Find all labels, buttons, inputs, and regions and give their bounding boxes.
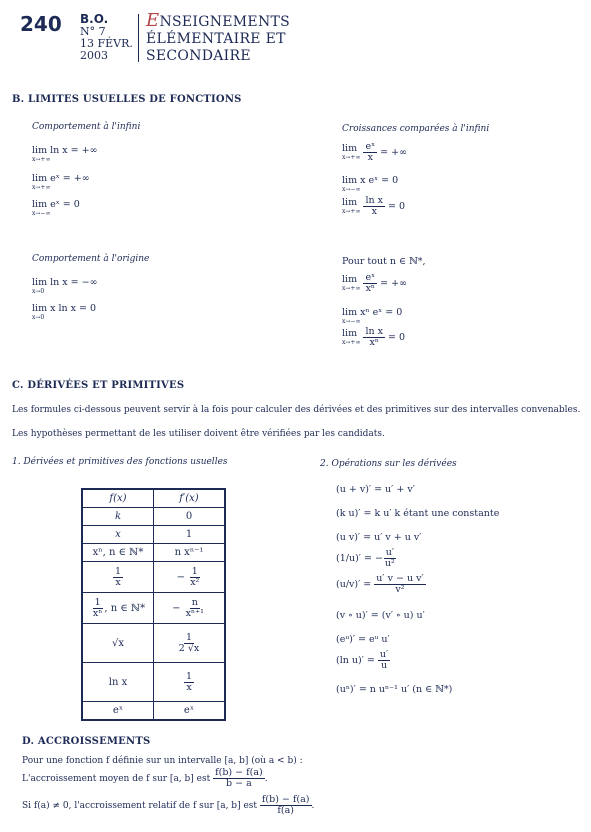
limit-exp-over-x: lim x→+∞ $\frac{\text{eˣ}}{x}$ = +∞ <box>342 141 408 163</box>
section-d-line-1: Pour une fonction f définie sur un intervalle [a, b] (où a < b) : <box>22 756 303 766</box>
rubric-initial: E <box>146 10 160 31</box>
limit-exp-neg-inf: lim eˣ = 0 x→−∞ <box>32 199 80 217</box>
limit-ln-origin: lim ln x = −∞ x→0 <box>32 277 98 295</box>
table-row: eˣ eˣ <box>82 702 225 721</box>
issue-number: N° 7 <box>80 25 106 38</box>
derivative-composition-rule: (v ∘ u)′ = (v′ ∘ u) u′ <box>336 610 425 621</box>
derivatives-table <box>81 488 226 721</box>
table-header-fpx: f′(x) <box>154 489 226 508</box>
table-header-fx: f(x) <box>82 489 154 508</box>
issue-info <box>80 26 133 62</box>
rubric-line2: ÉLÉMENTAIRE ET <box>146 31 286 47</box>
infinity-subtitle: Comportement à l'infini <box>32 122 141 132</box>
issue-date: 13 FÉVR. <box>80 37 133 50</box>
limit-ln-inf: lim ln x = +∞ x→+∞ <box>32 145 98 163</box>
usual-derivatives-subtitle: 1. Dérivées et primitives des fonctions usuelles <box>12 457 228 467</box>
table-row <box>82 489 225 508</box>
issue-year: 2003 <box>80 49 108 62</box>
limit-lnx-over-x: lim x→+∞ $\frac{\text{ln x}}{x}$ = 0 <box>342 195 406 217</box>
derivative-exp-rule: (eᵘ)′ = eᵘ u′ <box>336 634 390 645</box>
for-all-n-label: Pour tout n ∈ ℕ*, <box>342 256 426 267</box>
derivative-product-rule: (u v)′ = u′ v + u v′ <box>336 532 422 543</box>
table-row: $\frac{1}{x}$ − $\frac{1}{\text{x²}}$ <box>82 562 225 593</box>
bo-label: B.O. <box>80 12 109 26</box>
average-increase-line: L'accroissement moyen de f sur [a, b] est $\frac{f(b) - f(a)}{b - a}$ . <box>22 767 268 789</box>
rubric-line3: SECONDAIRE <box>146 48 251 64</box>
table-row: ln x $\frac{1}{x}$ <box>82 663 225 702</box>
derivative-power-rule: (uⁿ)′ = n uⁿ⁻¹ u′ (n ∈ ℕ*) <box>336 684 453 695</box>
limit-xn-exp: lim xⁿ eˣ = 0 x→−∞ <box>342 307 403 325</box>
section-d-title: D. ACCROISSEMENTS <box>22 736 151 747</box>
table-row: √x $\frac{1}{2 √x}$ <box>82 624 225 663</box>
derivative-constant-rule: (k u)′ = k u′ k étant une constante <box>336 508 500 519</box>
derivative-inverse-rule: (1/u)′ = − $\frac{u'}{\text{u²}}$ <box>336 547 395 569</box>
section-c-paragraph-2: Les hypothèses permettant de les utiliser doivent être vérifiées par les candidats. <box>12 429 385 439</box>
limit-exp-inf: lim eˣ = +∞ x→+∞ <box>32 173 90 191</box>
page-number: 240 <box>20 12 62 36</box>
derivative-ln-rule: (ln u)′ = $\frac{u'}{u}$ <box>336 649 389 671</box>
limit-x-exp: lim x eˣ = 0 x→−∞ <box>342 175 399 193</box>
rubric-line1: NSEIGNEMENTS <box>159 14 291 30</box>
table-row: $\frac{1}{\text{xⁿ}}$ , n ∈ ℕ* − $\frac{n}{\text{xⁿ⁺¹}}$ <box>82 593 225 624</box>
section-c-title: C. DÉRIVÉES ET PRIMITIVES <box>12 380 185 391</box>
relative-increase-line: Si f(a) ≠ 0, l'accroissement relatif de f sur [a, b] est $\frac{f(b) - f(a)}{f(a)}$ . <box>22 794 315 816</box>
limit-exp-over-xn: lim x→+∞ $\frac{\text{eˣ}}{\text{xⁿ}}$ = +∞ <box>342 272 408 294</box>
rubric-heading <box>146 12 290 65</box>
origin-subtitle: Comportement à l'origine <box>32 254 150 264</box>
derivative-quotient-rule: (u/v)′ = $\frac{\text{u′ v − u v′}}{\text{v²}}$ <box>336 573 424 595</box>
compared-growth-subtitle: Croissances comparées à l'infini <box>342 124 490 134</box>
table-row: xⁿ, n ∈ ℕ* n xⁿ⁻¹ <box>82 544 225 562</box>
operations-subtitle: 2. Opérations sur les dérivées <box>320 459 457 469</box>
section-b-title: B. LIMITES USUELLES DE FONCTIONS <box>12 94 242 105</box>
table-row: x 1 <box>82 526 225 544</box>
limit-lnx-over-xn: lim x→+∞ $\frac{\text{ln x}}{\text{xⁿ}}$ = 0 <box>342 326 406 348</box>
header-divider <box>138 14 139 62</box>
limit-xlnx-origin: lim x ln x = 0 x→0 <box>32 303 97 321</box>
section-c-paragraph-1: Les formules ci-dessous peuvent servir à la fois pour calculer des dérivées et des primitives sur des intervalles convenables. <box>12 405 581 415</box>
table-row: k 0 <box>82 508 225 526</box>
derivative-sum-rule: (u + v)′ = u′ + v′ <box>336 484 415 495</box>
